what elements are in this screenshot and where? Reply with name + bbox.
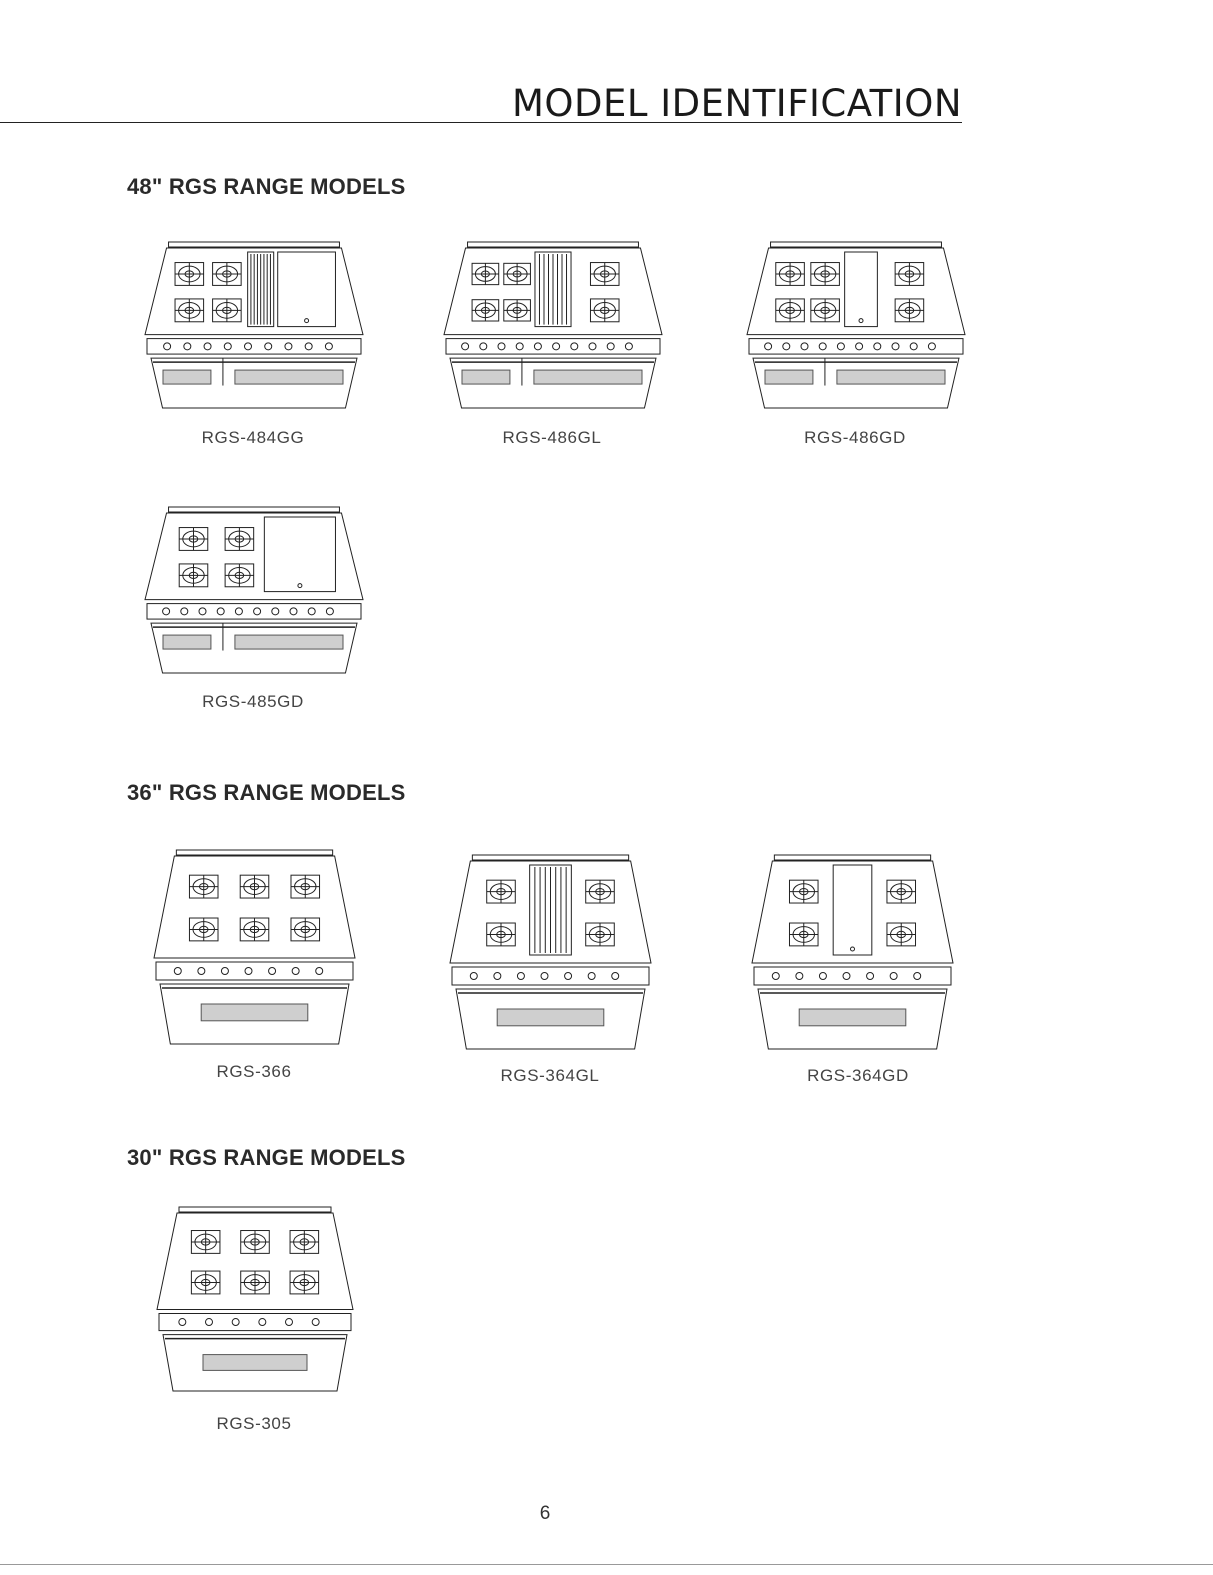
title-rule [0,122,962,123]
model-label: RGS-305 [216,1414,292,1433]
page-title: MODEL IDENTIFICATION [511,82,962,125]
model-label: RGS-364GL [500,1066,600,1085]
model-label: RGS-366 [216,1062,292,1081]
section-title-30: 30" RGS RANGE MODELS [127,1145,406,1170]
model-label: RGS-485GD [202,692,304,711]
page-number: 6 [539,1503,551,1524]
range-illustration-rgs-486gl [442,240,664,412]
model-label: RGS-484GG [201,428,305,447]
range-illustration-rgs-485gd [143,505,365,677]
section-title-36: 36" RGS RANGE MODELS [127,780,406,805]
range-illustration-rgs-366 [152,848,357,1048]
model-label: RGS-486GL [502,428,602,447]
range-illustration-rgs-305 [155,1205,355,1395]
bottom-rule [0,1564,1213,1565]
range-illustration-rgs-364gl [448,853,653,1053]
model-label: RGS-364GD [807,1066,909,1085]
range-illustration-rgs-486gd [745,240,967,412]
range-illustration-rgs-484gg [143,240,365,412]
model-label: RGS-486GD [804,428,906,447]
range-illustration-rgs-364gd [750,853,955,1053]
section-title-48: 48" RGS RANGE MODELS [127,174,406,199]
